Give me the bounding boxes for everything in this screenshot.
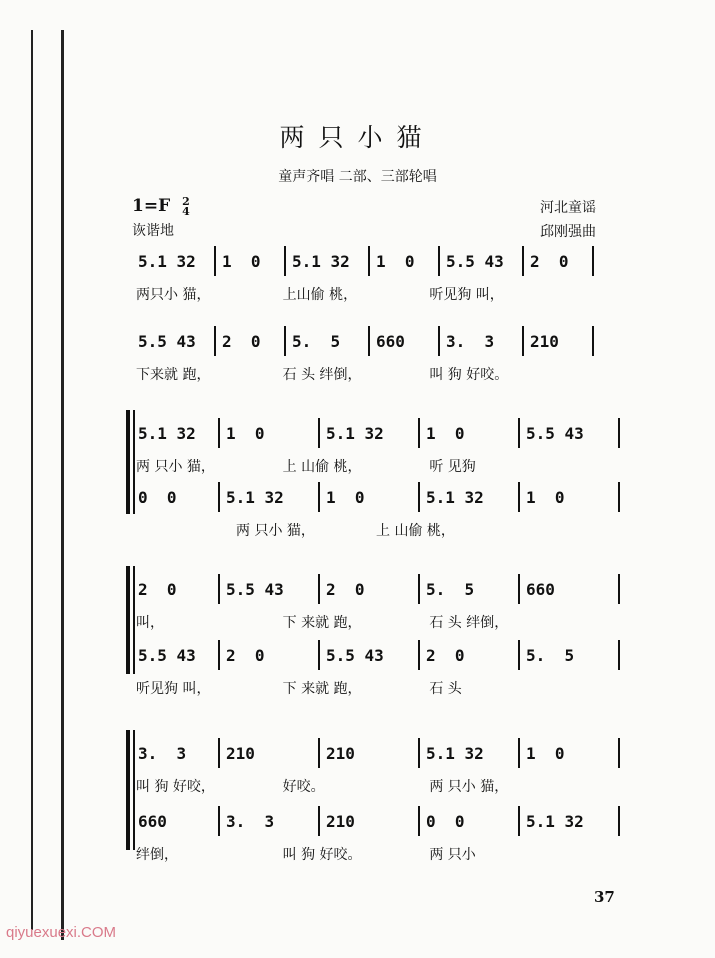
measure: 0 0 — [426, 812, 465, 831]
lyric-phrase: 上 山偷 桃， — [376, 523, 455, 539]
notes-row — [132, 578, 622, 608]
system-brace — [126, 566, 130, 674]
lyric-phrase: 下 来就 跑， — [282, 681, 362, 697]
measure: 2 0 — [426, 646, 465, 665]
measure: 0 0 — [138, 488, 177, 507]
bar-line — [418, 738, 420, 768]
bar-line — [518, 574, 520, 604]
notes-row — [132, 250, 622, 280]
score-line — [132, 742, 622, 795]
time-signature — [182, 194, 190, 218]
measure: 5. 5 — [426, 580, 475, 599]
score-line — [132, 578, 622, 631]
measure: 660 — [376, 332, 405, 351]
measure: 3. 3 — [226, 812, 275, 831]
score-line — [132, 486, 622, 539]
bar-line — [438, 326, 440, 356]
measure: 1 0 — [526, 744, 565, 763]
performance-note: 童声齐唱 二部、三部轮唱 — [278, 169, 437, 185]
measure: 1 0 — [376, 252, 415, 271]
key-label: 1=F — [132, 196, 171, 216]
bar-line — [418, 574, 420, 604]
lyric-phrase: 两 只小 猫， — [236, 523, 315, 539]
lyric-phrase: 叫， — [136, 615, 164, 631]
binding-line — [31, 30, 33, 930]
lyric-phrase: 听见狗 叫， — [136, 681, 211, 697]
time-top: 2 — [182, 194, 190, 208]
bar-line — [618, 482, 620, 512]
watermark: qiyuexuexi.COM — [6, 924, 117, 941]
measure: 5.1 32 — [326, 424, 384, 443]
bar-line — [368, 246, 370, 276]
measure: 2 0 — [226, 646, 265, 665]
score-line — [132, 330, 622, 383]
score-line — [132, 250, 622, 303]
measure: 210 — [326, 744, 355, 763]
measure: 5.5 43 — [138, 646, 196, 665]
system-brace — [126, 730, 130, 850]
measure: 660 — [526, 580, 555, 599]
lyric-phrase: 上山偷 桃， — [282, 287, 358, 303]
measure: 1 0 — [526, 488, 565, 507]
bar-line — [618, 418, 620, 448]
measure: 5.5 43 — [446, 252, 504, 271]
tempo-marking: 诙谐地 — [132, 223, 174, 239]
lyric-phrase: 叫 狗 好咬。 — [429, 367, 509, 383]
measure: 3. 3 — [446, 332, 495, 351]
lyric-phrase: 石 头 绊倒， — [282, 367, 362, 383]
notes-row — [132, 486, 622, 516]
lyric-phrase: 石 头 绊倒， — [429, 615, 509, 631]
lyric-phrase: 叫 狗 好咬。 — [282, 847, 362, 863]
notes-row — [132, 742, 622, 772]
music-credit: 邱刚强曲 — [540, 224, 596, 240]
bar-line — [218, 418, 220, 448]
bar-line — [518, 738, 520, 768]
measure: 5.1 32 — [138, 252, 196, 271]
bar-line — [518, 418, 520, 448]
notes-row — [132, 330, 622, 360]
measure: 2 0 — [222, 332, 261, 351]
bar-line — [418, 640, 420, 670]
time-bottom: 4 — [182, 204, 190, 218]
measure: 210 — [530, 332, 559, 351]
measure: 5. 5 — [526, 646, 575, 665]
score-line — [132, 422, 622, 475]
lyric-phrase: 石 头 — [429, 681, 462, 697]
bar-line — [518, 640, 520, 670]
measure: 3. 3 — [138, 744, 187, 763]
bar-line — [618, 738, 620, 768]
bar-line — [218, 738, 220, 768]
lyric-phrase: 听 见狗 — [429, 459, 476, 475]
measure: 5.1 32 — [526, 812, 584, 831]
measure: 2 0 — [138, 580, 177, 599]
measure: 210 — [226, 744, 255, 763]
measure: 2 0 — [326, 580, 365, 599]
lyric-phrase: 两 只小 猫， — [429, 779, 509, 795]
system-brace — [126, 410, 130, 514]
bar-line — [518, 806, 520, 836]
system-brace — [133, 410, 135, 514]
bar-line — [284, 246, 286, 276]
bar-line — [618, 640, 620, 670]
bar-line — [438, 246, 440, 276]
bar-line — [318, 738, 320, 768]
bar-line — [522, 246, 524, 276]
lyric-phrase: 好咬。 — [282, 779, 325, 795]
measure: 660 — [138, 812, 167, 831]
notes-row — [132, 422, 622, 452]
bar-line — [214, 326, 216, 356]
credits — [540, 196, 596, 244]
lyric-phrase: 下 来就 跑， — [282, 615, 362, 631]
lyric-phrase: 叫 狗 好咬， — [136, 779, 215, 795]
measure: 5.5 43 — [526, 424, 584, 443]
bar-line — [592, 326, 594, 356]
measure: 5.5 43 — [326, 646, 384, 665]
bar-line — [418, 482, 420, 512]
score-line — [132, 644, 622, 697]
song-title: 两只小猫 — [279, 123, 436, 152]
measure: 5.1 32 — [138, 424, 196, 443]
bar-line — [418, 806, 420, 836]
measure: 5.1 32 — [426, 488, 484, 507]
measure: 5.5 43 — [138, 332, 196, 351]
page-number: 37 — [594, 888, 615, 906]
measure: 5. 5 — [292, 332, 341, 351]
measure: 1 0 — [226, 424, 265, 443]
bar-line — [318, 574, 320, 604]
bar-line — [318, 640, 320, 670]
bar-line — [418, 418, 420, 448]
bar-line — [618, 574, 620, 604]
lyric-phrase: 两只小 猫， — [136, 287, 211, 303]
bar-line — [368, 326, 370, 356]
measure: 210 — [326, 812, 355, 831]
bar-line — [618, 806, 620, 836]
lyric-phrase: 两 只小 猫， — [136, 459, 215, 475]
bar-line — [592, 246, 594, 276]
measure: 1 0 — [326, 488, 365, 507]
lyric-phrase: 上 山偷 桃， — [282, 459, 362, 475]
measure: 5.1 32 — [226, 488, 284, 507]
bar-line — [318, 806, 320, 836]
measure: 5.5 43 — [226, 580, 284, 599]
lyric-phrase: 听见狗 叫， — [429, 287, 504, 303]
measure: 2 0 — [530, 252, 569, 271]
bar-line — [318, 418, 320, 448]
bar-line — [214, 246, 216, 276]
measure: 1 0 — [426, 424, 465, 443]
bar-line — [218, 574, 220, 604]
lyric-phrase: 绊倒， — [136, 847, 178, 863]
measure: 1 0 — [222, 252, 261, 271]
lyric-phrase: 下来就 跑， — [136, 367, 211, 383]
bar-line — [284, 326, 286, 356]
system-brace — [133, 730, 135, 850]
bar-line — [518, 482, 520, 512]
bar-line — [522, 326, 524, 356]
bar-line — [318, 482, 320, 512]
bar-line — [218, 482, 220, 512]
lyric-phrase: 两 只小 — [429, 847, 476, 863]
bar-line — [218, 806, 220, 836]
measure: 5.1 32 — [292, 252, 350, 271]
key-signature — [132, 196, 190, 217]
notes-row — [132, 644, 622, 674]
score-line — [132, 810, 622, 863]
bar-line — [218, 640, 220, 670]
lyrics-credit: 河北童谣 — [540, 200, 596, 216]
notes-row — [132, 810, 622, 840]
measure: 5.1 32 — [426, 744, 484, 763]
system-brace — [133, 566, 135, 674]
